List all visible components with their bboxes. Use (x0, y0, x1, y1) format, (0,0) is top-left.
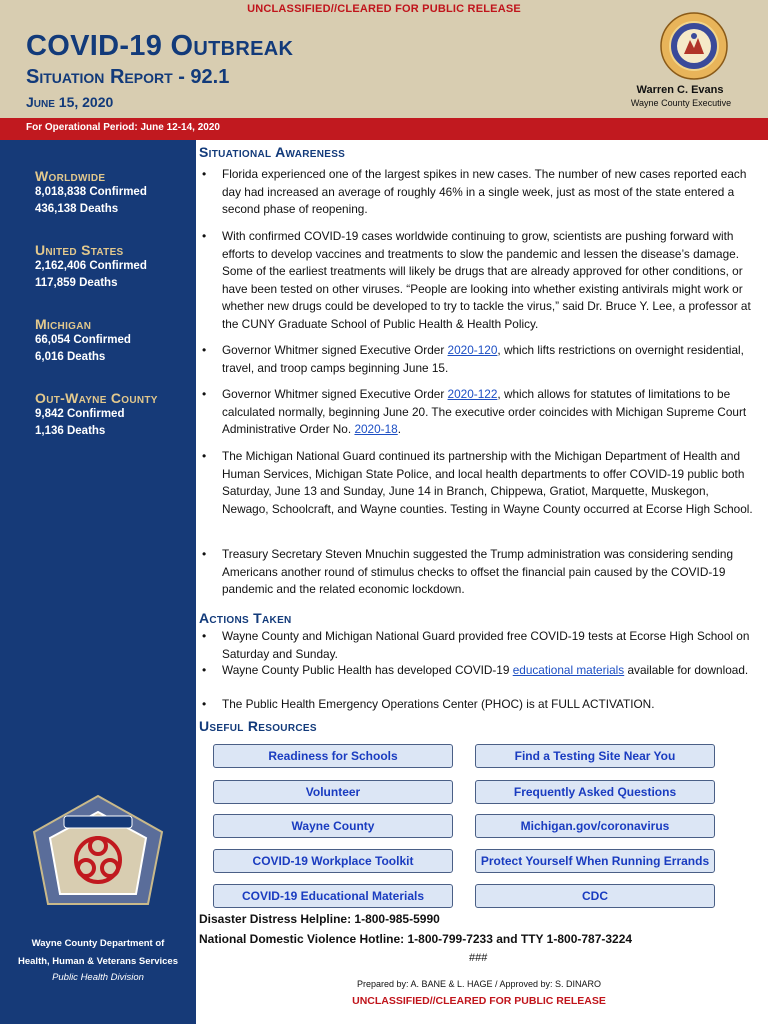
bullet-text: Governor Whitmer signed Executive Order (222, 387, 448, 401)
useful-resources-heading: Useful Resources (199, 718, 317, 734)
stats-united-states (35, 242, 147, 292)
list-item: • With confirmed COVID-19 cases worldwide continuing to grow, scientists are pushing forward with efforts to develop vaccines and treatments to slow the pandemic and lessen the disease’s damage. Some of the earliest treatments will likely be drugs that are already approved for other conditions, or have been tested on other viruses. “People are looking into whether existing antivirals might work or whether new drugs could be developed to try to tackle the virus,” said Dr. Bruce Y. Lee, a professor at the CUNY Graduate School of Public Health & Health Policy. (199, 228, 755, 333)
report-header (0, 0, 768, 118)
classification-footer: UNCLASSIFIED//CLEARED FOR PUBLIC RELEASE (352, 995, 606, 1007)
disaster-distress-helpline: Disaster Distress Helpline: 1-800-985-5990 (199, 912, 440, 926)
executive-order-2020-122-link[interactable]: 2020-122 (447, 387, 498, 401)
report-subtitle: Situation Report - 92.1 (26, 66, 230, 88)
protect-yourself-button[interactable]: Protect Yourself When Running Errands (475, 849, 715, 873)
stat-deaths: 1,136 Deaths (35, 425, 106, 437)
stats-michigan (35, 316, 131, 366)
stat-region: United States (35, 242, 124, 258)
cdc-button[interactable]: CDC (475, 884, 715, 908)
list-item: • Treasury Secretary Steven Mnuchin suggested the Trump administration was considering sending Americans another round of stimulus checks to offset the financial pain caused by the COVID-19 pandemic and the related economic lockdown. (199, 546, 755, 599)
actions-taken-heading: Actions Taken (199, 610, 292, 626)
executive-name: Warren C. Evans (636, 84, 724, 96)
bullet-text: , which allows for statutes of limitations to be calculated normally, beginning June 20. The executive order coincides with Michigan Supreme Court Administrative Order No. (222, 387, 747, 436)
list-item (199, 386, 755, 439)
bullet-text: Wayne County Public Health has developed COVID-19 (222, 663, 513, 677)
list-item: • The Public Health Emergency Operations Center (PHOC) is at FULL ACTIVATION. (199, 696, 755, 714)
department-line2: Health, Human & Veterans Services (18, 956, 178, 967)
stat-confirmed: 2,162,406 Confirmed (35, 260, 147, 272)
report-title: COVID-19 Outbreak (26, 30, 294, 62)
stats-out-wayne-county (35, 390, 158, 440)
stat-region: Worldwide (35, 168, 106, 184)
list-item (199, 662, 755, 680)
bullet-text: . (397, 422, 402, 436)
stat-deaths: 436,138 Deaths (35, 203, 119, 215)
stat-confirmed: 66,054 Confirmed (35, 334, 131, 346)
list-item: • Florida experienced one of the largest spikes in new cases. The number of new cases reported each day had increased an average of roughly 46% in a single week, just as most of the state entered a second phase of reopening. (199, 166, 755, 219)
workplace-toolkit-button[interactable]: COVID-19 Workplace Toolkit (213, 849, 453, 873)
operational-period: For Operational Period: June 12-14, 2020 (26, 122, 220, 133)
situational-awareness-heading: Situational Awareness (199, 144, 346, 160)
department-line1: Wayne County Department of (31, 938, 165, 949)
administrative-order-2020-18-link[interactable]: 2020-18 (354, 422, 398, 436)
find-testing-site-button[interactable]: Find a Testing Site Near You (475, 744, 715, 768)
stats-worldwide (35, 168, 147, 218)
domestic-violence-hotline: National Domestic Violence Hotline: 1-800-799-7233 and TTY 1-800-787-3224 (199, 932, 633, 946)
bullet-text: Governor Whitmer signed Executive Order (222, 343, 448, 357)
executive-order-2020-120-link[interactable]: 2020-120 (447, 343, 498, 357)
list-item (199, 342, 755, 377)
bullet-text: , which lifts restrictions on overnight residential, travel, and troop camps beginning June 15. (222, 343, 744, 375)
list-item: • The Michigan National Guard continued its partnership with the Michigan Department of Health and Human Services, Michigan State Police, and local health departments to offer COVID-19 public both Saturday, June 13 and Sunday, June 14 in Branch, Chippewa, Gratiot, Marquette, Muskegon, Newago, Schoolcraft, and Wayne counties. Testing in Wayne County occurred at Ecorse High School. (199, 448, 755, 518)
public-health-emergency-preparedness-emblem-icon (30, 794, 166, 914)
operational-period-bar (0, 118, 768, 140)
classification-banner: UNCLASSIFIED//CLEARED FOR PUBLIC RELEASE (247, 3, 521, 15)
sidebar (0, 140, 196, 1024)
readiness-for-schools-button[interactable]: Readiness for Schools (213, 744, 453, 768)
report-date: June 15, 2020 (26, 94, 114, 110)
volunteer-button[interactable]: Volunteer (213, 780, 453, 804)
stat-deaths: 6,016 Deaths (35, 351, 106, 363)
end-mark: ### (469, 952, 488, 964)
wayne-county-seal-icon (660, 12, 728, 80)
division-name: Public Health Division (52, 972, 144, 983)
educational-materials-link[interactable]: educational materials (512, 663, 625, 677)
list-item: • Wayne County and Michigan National Guard provided free COVID-19 tests at Ecorse High School on Saturday and Sunday. (199, 628, 755, 663)
executive-title: Wayne County Executive (630, 98, 732, 108)
stat-confirmed: 8,018,838 Confirmed (35, 186, 147, 198)
stat-region: Out-Wayne County (35, 390, 158, 406)
stat-confirmed: 9,842 Confirmed (35, 408, 125, 420)
wayne-county-button[interactable]: Wayne County (213, 814, 453, 838)
prepared-by: Prepared by: A. BANE & L. HAGE / Approved by: S. DINARO (356, 979, 602, 989)
faq-button[interactable]: Frequently Asked Questions (475, 780, 715, 804)
educational-materials-button[interactable]: COVID-19 Educational Materials (213, 884, 453, 908)
michigan-coronavirus-button[interactable]: Michigan.gov/coronavirus (475, 814, 715, 838)
stat-deaths: 117,859 Deaths (35, 277, 118, 289)
stat-region: Michigan (35, 316, 92, 332)
bullet-text: available for download. (624, 663, 749, 677)
